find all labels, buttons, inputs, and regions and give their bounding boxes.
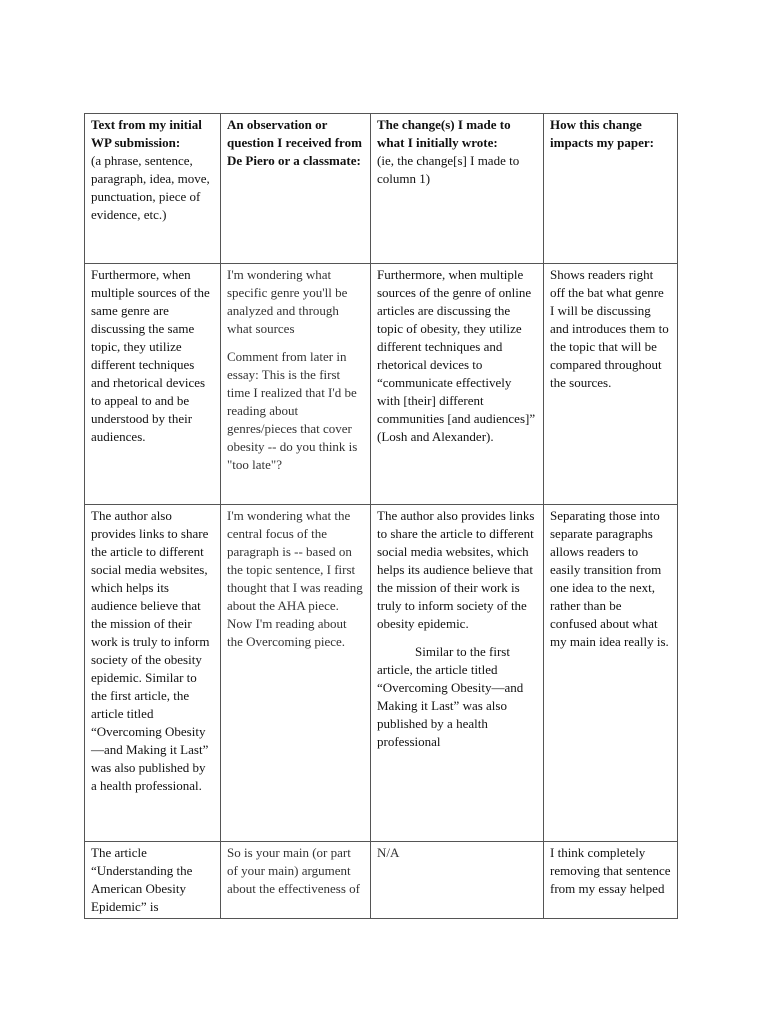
cell-text: I think completely removing that sentence from my essay helped bbox=[550, 845, 671, 896]
feedback-comment: Comment from later in essay: This is the first time I realized that I'd be reading about genres/pieces that cover obesity -- do you think is "too late"? bbox=[227, 349, 358, 472]
header-change bbox=[371, 114, 544, 264]
feedback-comment: So is your main (or part of your main) argument about the effectiveness of bbox=[227, 845, 360, 896]
cell-original-text bbox=[85, 505, 221, 842]
cell-text: Separating those into separate paragraphs allows readers to easily transition from one idea to the next, rather than be confused about what my main idea really is. bbox=[550, 508, 669, 649]
cell-text: Furthermore, when multiple sources of the genre of online articles are discussing the topic of obesity, they utilize different techniques and rhetorical devices to “communicate effectively with [their] different communities [and audiences]” (Losh and Alexander). bbox=[377, 267, 536, 444]
feedback-comment: I'm wondering what the central focus of the paragraph is -- based on the topic sentence, I first thought that I was reading about the AHA piece. Now I'm reading about the Overcoming piece. bbox=[227, 508, 363, 649]
cell-original-text bbox=[85, 264, 221, 505]
cell-change bbox=[371, 264, 544, 505]
table-row bbox=[85, 505, 678, 842]
header-original-text bbox=[85, 114, 221, 264]
header-bold-text: How this change impacts my paper: bbox=[550, 117, 654, 150]
cell-change bbox=[371, 842, 544, 919]
cell-text: Shows readers right off the bat what genre I will be discussing and introduces them to the topic that will be compared throughout the sources. bbox=[550, 267, 669, 390]
header-note-text: (a phrase, sentence, paragraph, idea, move, punctuation, piece of evidence, etc.) bbox=[91, 153, 210, 222]
cell-text: The article “Understanding the American Obesity Epidemic” is bbox=[91, 845, 193, 914]
cell-impact bbox=[544, 842, 678, 919]
header-feedback bbox=[221, 114, 371, 264]
cell-text: Furthermore, when multiple sources of the same genre are discussing the same topic, they utilize different techniques and rhetorical devices to appeal to and be understood by their audiences. bbox=[91, 267, 210, 444]
header-note-text: (ie, the change[s] I made to column 1) bbox=[377, 153, 520, 186]
cell-original-text bbox=[85, 842, 221, 919]
table-row bbox=[85, 264, 678, 505]
cell-feedback bbox=[221, 842, 371, 919]
cell-text: The author also provides links to share the article to different social media websites, which helps its audience believe that the mission of their work is truly to inform society of the obesity epidemic. Similar to the first article, the article titled “Overcoming Obesity—and Making it Last” was also published by a health professional. bbox=[91, 508, 210, 793]
revision-reflection-table bbox=[84, 113, 678, 919]
cell-impact bbox=[544, 505, 678, 842]
table-header-row bbox=[85, 114, 678, 264]
header-bold-text: The change(s) I made to what I initially wrote: bbox=[377, 117, 511, 150]
cell-feedback bbox=[221, 505, 371, 842]
cell-feedback bbox=[221, 264, 371, 505]
cell-text: Similar to the first article, the article titled “Overcoming Obesity—and Making it Last” was also published by a health professional bbox=[377, 644, 524, 749]
cell-change bbox=[371, 505, 544, 842]
table-row bbox=[85, 842, 678, 919]
header-bold-text: Text from my initial WP submission: bbox=[91, 117, 202, 150]
cell-impact bbox=[544, 264, 678, 505]
feedback-comment: I'm wondering what specific genre you'll be analyzed and through what sources bbox=[227, 267, 348, 336]
cell-text: N/A bbox=[377, 845, 400, 860]
cell-text: The author also provides links to share the article to different social media websites, which helps its audience believe that the mission of their work is truly to inform society of the obesity epidemic. bbox=[377, 508, 535, 631]
header-bold-text: An observation or question I received from De Piero or a classmate: bbox=[227, 117, 362, 168]
header-impact bbox=[544, 114, 678, 264]
